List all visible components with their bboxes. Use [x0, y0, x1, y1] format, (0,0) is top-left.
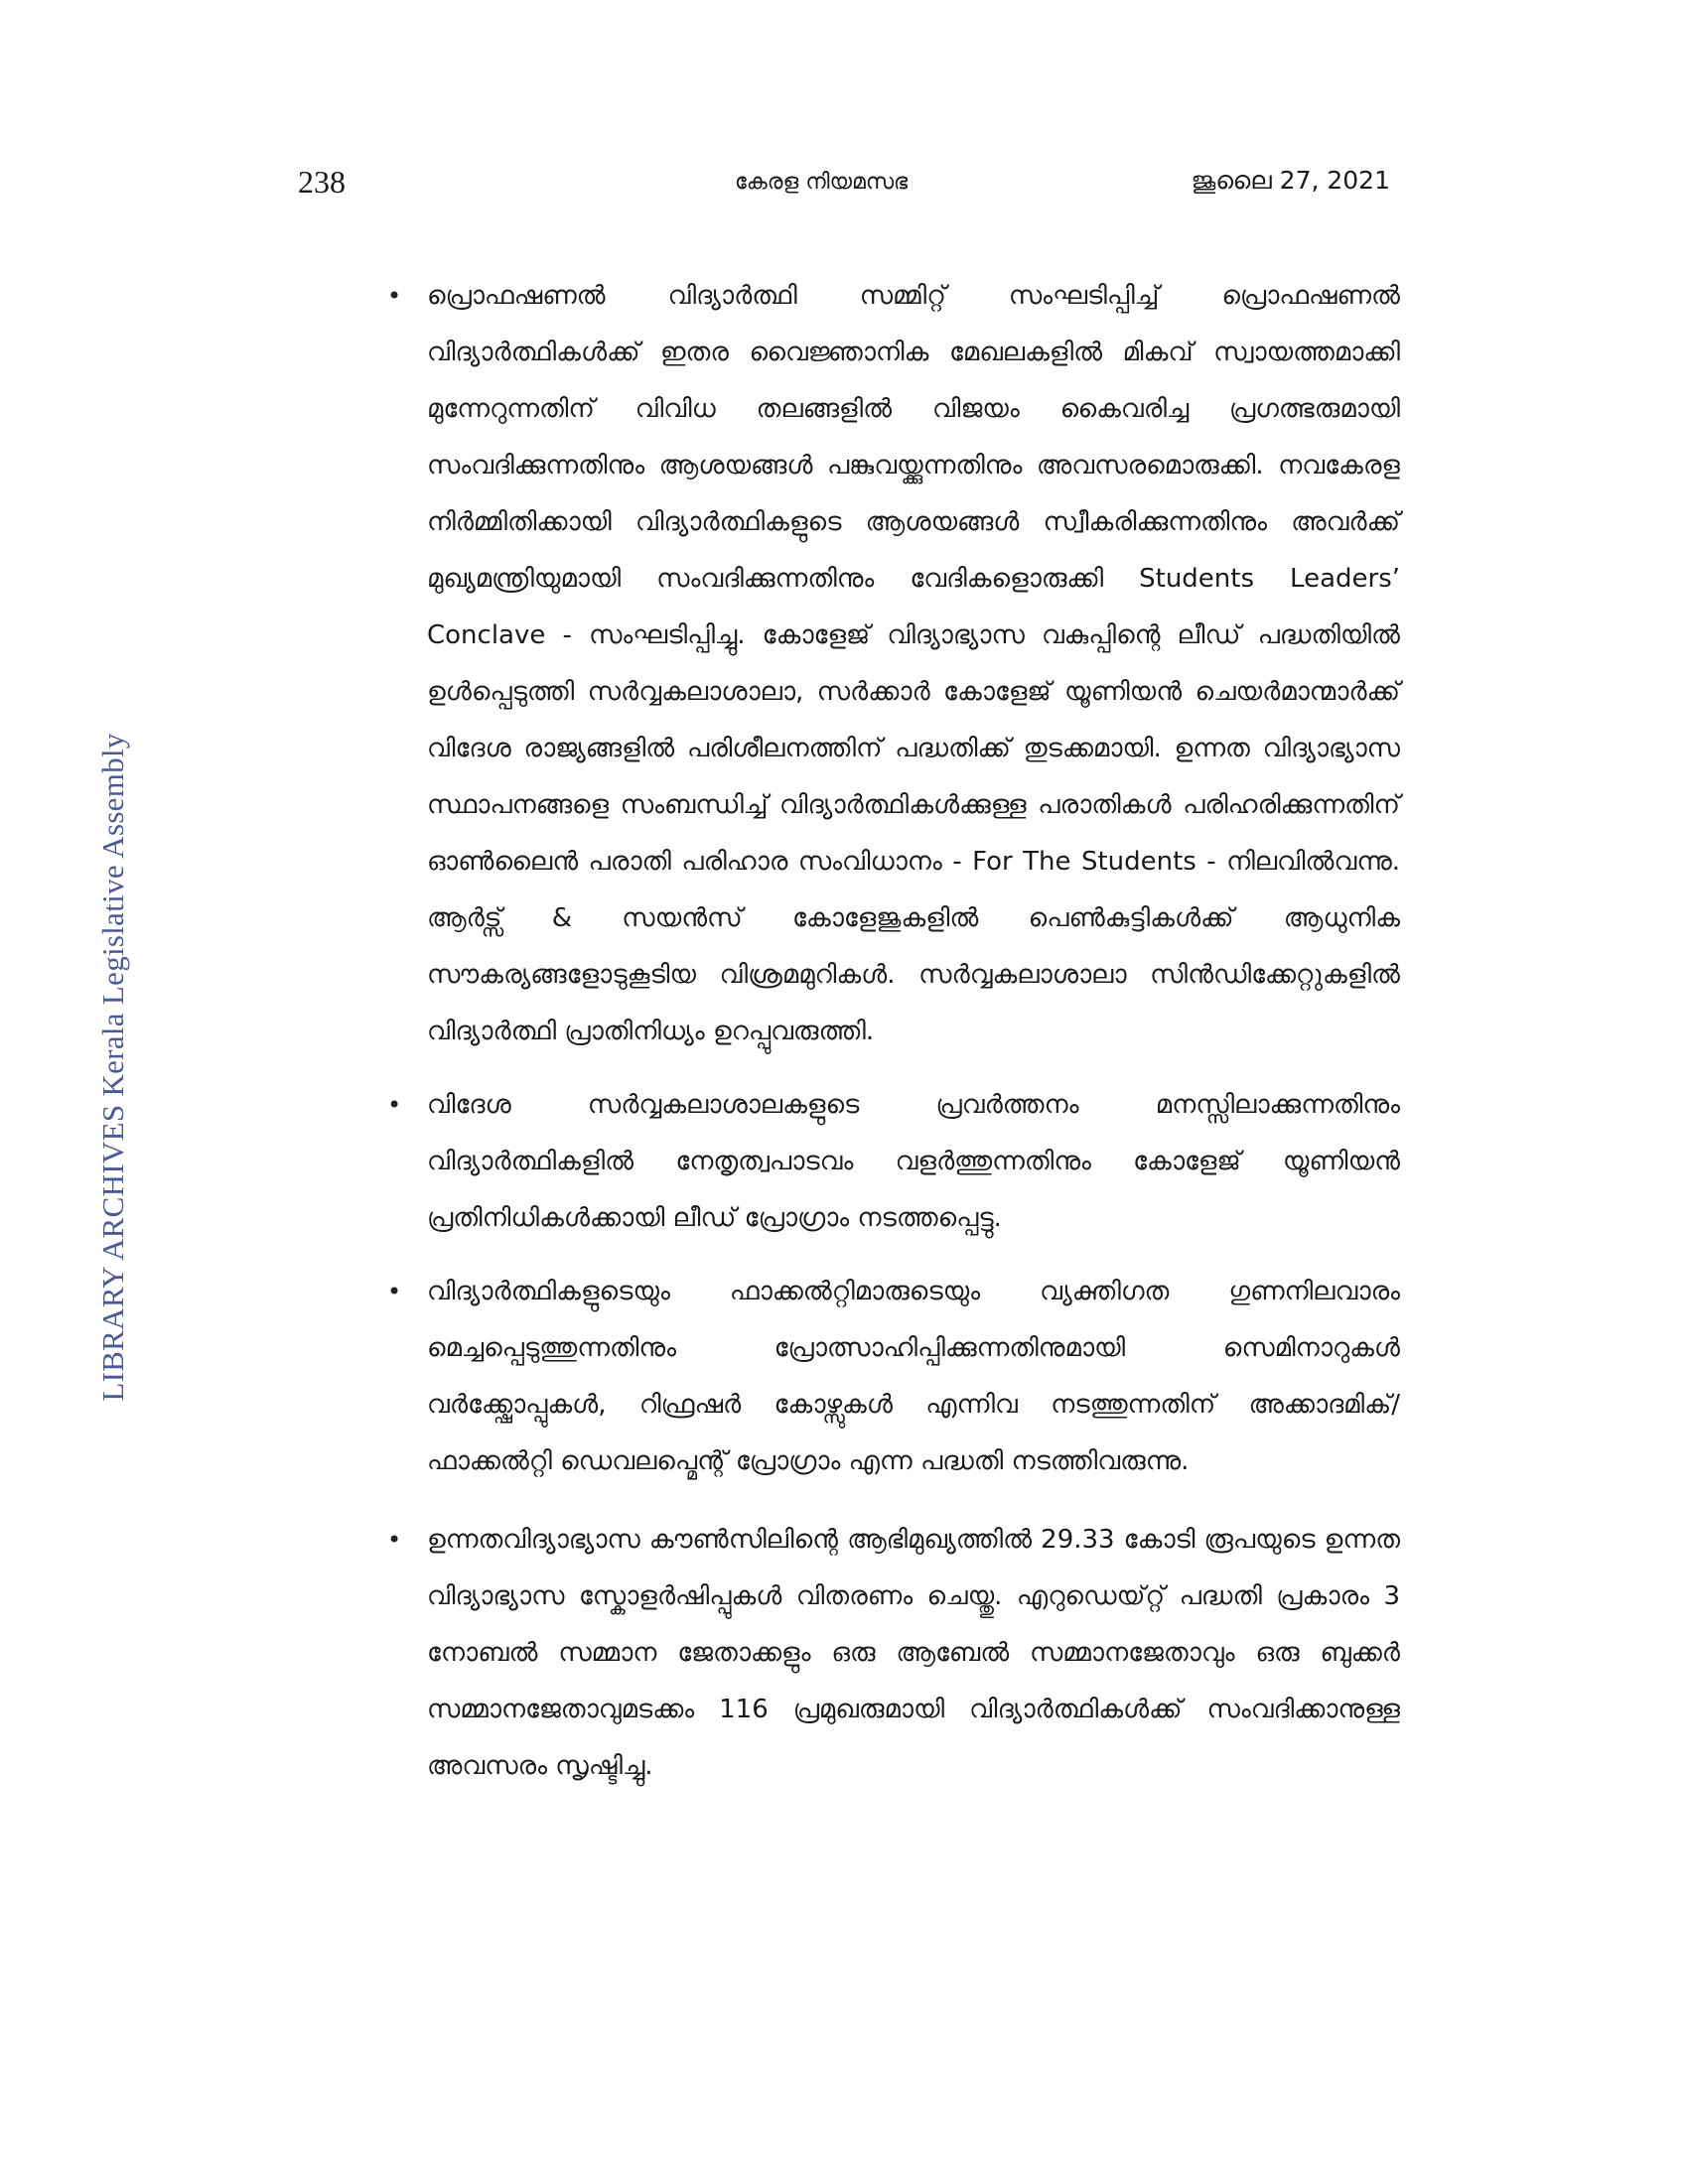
header-date: ജൂലൈ 27, 2021: [1191, 166, 1390, 195]
bullet-text: വിദ്യാർത്ഥികളുടെയും ഫാക്കൽറ്റിമാരുടെയും വ്യക്തിഗത ഗുണനിലവാരം മെച്ചപ്പെടുത്തുന്നതിനും പ്രോത്സാഹിപ്പിക്കുന്നതിനുമായി സെമിനാറുകൾ വർക്ക്ഷോപ്പുകൾ, റിഫ്രഷർ കോഴ്സുകൾ എന്നിവ നടത്തുന്നതിന് അക്കാദമിക്/ഫാക്കൽറ്റി ഡെവലപ്മെന്റ് പ്രോഗ്രാം എന്ന പദ്ധതി നടത്തിവരുന്നു.: [427, 1277, 1400, 1476]
bullet-text: ഉന്നതവിദ്യാഭ്യാസ കൗൺസിലിന്റെ ആഭിമുഖ്യത്തിൽ 29.33 കോടി രൂപയുടെ ഉന്നത വിദ്യാഭ്യാസ സ്കോളർഷിപ്പുകൾ വിതരണം ചെയ്തു. എറുഡെയ്റ്റ് പദ്ധതി പ്രകാരം 3 നോബൽ സമ്മാന ജേതാക്കളും ഒരു ആബേൽ സമ്മാനജേതാവും ഒരു ബുക്കർ സമ്മാനജേതാവുമടക്കം 116 പ്രമുഖരുമായി വിദ്യാർത്ഥികൾക്ക് സംവദിക്കാനുള്ള അവസരം സൃഷ്ടിച്ചു.: [427, 1525, 1400, 1781]
bullet-text: പ്രൊഫഷണൽ വിദ്യാർത്ഥി സമ്മിറ്റ് സംഘടിപ്പിച്ച് പ്രൊഫഷണൽ വിദ്യാർത്ഥികൾക്ക് ഇതര വൈജ്ഞാനിക മേഖലകളിൽ മികവ് സ്വായത്തമാക്കി മുന്നേറുന്നതിന് വിവിധ തലങ്ങളിൽ വിജയം കൈവരിച്ച പ്രഗത്ഭരുമായി സംവദിക്കുന്നതിനും ആശയങ്ങൾ പങ്കുവയ്ക്കുന്നതിനും അവസരമൊരുക്കി. നവകേരള നിർമ്മിതിക്കായി വിദ്യാർത്ഥികളുടെ ആശയങ്ങൾ സ്വീകരിക്കുന്നതിനും അവർക്ക് മുഖ്യമന്ത്രിയുമായി സംവദിക്കുന്നതിനും വേദികളൊരുക്കി Students Leaders’ Conclave - സംഘടിപ്പിച്ചു. കോളേജ് വിദ്യാഭ്യാസ വകുപ്പിന്റെ ലീഡ് പദ്ധതിയിൽ ഉൾപ്പെടുത്തി സർവ്വകലാശാലാ, സർക്കാർ കോളേജ് യൂണിയൻ ചെയർമാന്മാർക്ക് വിദേശ രാജ്യങ്ങളിൽ പരിശീലനത്തിന് പദ്ധതിക്ക് തുടക്കമായി. ഉന്നത വിദ്യാഭ്യാസ സ്ഥാപനങ്ങളെ സംബന്ധിച്ച് വിദ്യാർത്ഥികൾക്കുള്ള പരാതികൾ പരിഹരിക്കുന്നതിന് ഓൺലൈൻ പരാതി പരിഹാര സംവിധാനം - For The Students - നിലവിൽവന്നു. ആർട്സ് & സയൻസ് കോളേജുകളിൽ പെൺകുട്ടികൾക്ക് ആധുനിക സൗകര്യങ്ങളോടുകൂടിയ വിശ്രമമുറികൾ. സർവ്വകലാശാലാ സിൻഡിക്കേറ്റുകളിൽ വിദ്യാർത്ഥി പ്രാതിനിധ്യം ഉറപ്പുവരുത്തി.: [427, 281, 1400, 1046]
bullet-icon: •: [387, 1091, 402, 1119]
bullet-item: [387, 1512, 1400, 1795]
bullet-item: [387, 1264, 1400, 1490]
archive-watermark: LIBRARY ARCHIVES Kerala Legislative Assembly: [95, 733, 130, 1402]
bullet-text: വിദേശ സർവ്വകലാശാലകളുടെ പ്രവർത്തനം മനസ്സിലാക്കുന്നതിനും വിദ്യാർത്ഥികളിൽ നേതൃത്വപാടവം വളർത്തുന്നതിനും കോളേജ് യൂണിയൻ പ്രതിനിധികൾക്കായി ലീഡ് പ്രോഗ്രാം നടത്തപ്പെട്ടു.: [427, 1090, 1400, 1233]
bullet-icon: •: [387, 282, 402, 310]
page-number: 238: [298, 164, 346, 200]
bullet-icon: •: [387, 1526, 402, 1554]
bullet-item: [387, 1077, 1400, 1247]
page-header: [0, 164, 1688, 204]
bullet-list: [0, 268, 1688, 1812]
running-title: കേരള നിയമസഭ: [735, 170, 909, 195]
bullet-item: [387, 268, 1400, 1060]
bullet-icon: •: [387, 1278, 402, 1305]
